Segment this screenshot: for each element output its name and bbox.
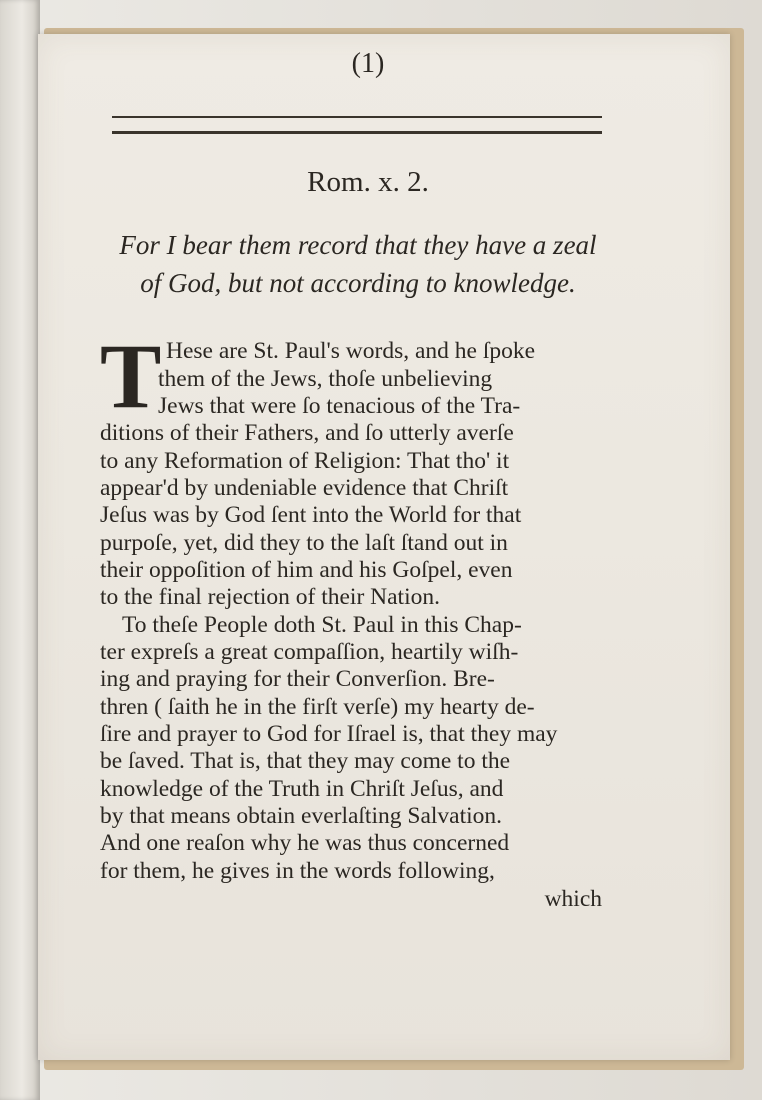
catchword: which (544, 886, 602, 912)
header-rule-thin (112, 116, 602, 118)
body-line: Hese are St. Paul's words, and he ſpoke (166, 338, 536, 364)
body-line: To theſe People doth St. Paul in this Chap- (122, 612, 522, 638)
body-line: ter expreſs a great compaſſion, heartily wiſh- (100, 639, 519, 665)
body-line: to the final rejection of their Nation. (100, 584, 440, 610)
body-line: for them, he gives in the words following, (100, 858, 495, 884)
body-line: ſire and prayer to God for Iſrael is, that they may (100, 721, 558, 747)
body-line: purpoſe, yet, did they to the laſt ſtand out in (100, 530, 508, 556)
body-line: And one reaſon why he was thus concerned (100, 830, 510, 856)
body-line: knowledge of the Truth in Chriſt Jeſus, and (100, 776, 504, 802)
drop-cap: T (100, 325, 162, 427)
book-page (38, 34, 730, 1060)
body-line: appear'd by undeniable evidence that Chriſt (100, 475, 509, 501)
epigraph-line-1: For I bear them record that they have a zeal (119, 230, 597, 260)
body-line: them of the Jews, thoſe unbelieving (158, 366, 493, 392)
page-number: (1) (351, 48, 385, 79)
epigraph-line-2: of God, but not according to knowledge. (140, 268, 576, 298)
body-line: thren ( ſaith he in the firſt verſe) my hearty de- (100, 694, 535, 720)
body-line: their oppoſition of him and his Goſpel, even (100, 557, 513, 583)
body-line: Jews that were ſo tenacious of the Tra- (158, 393, 521, 419)
body-line: be ſaved. That is, that they may come to the (100, 748, 511, 774)
header-rule-thick (112, 131, 602, 134)
previous-page-edge (0, 0, 40, 1100)
body-line: Jeſus was by God ſent into the World for that (100, 502, 522, 528)
body-line: to any Reformation of Religion: That tho' it (100, 448, 510, 474)
body-line: by that means obtain everlaſting Salvation. (100, 803, 503, 829)
body-line: ing and praying for their Converſion. Bre- (100, 666, 495, 692)
scripture-reference: Rom. x. 2. (307, 166, 429, 198)
body-line: ditions of their Fathers, and ſo utterly averſe (100, 420, 514, 446)
